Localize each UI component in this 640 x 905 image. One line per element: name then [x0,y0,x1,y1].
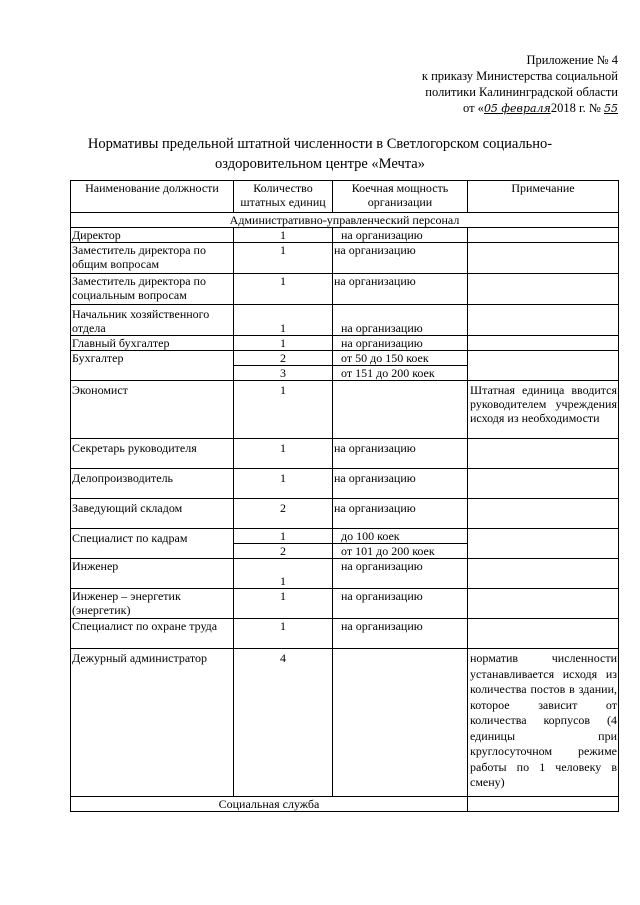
section-row [71,213,619,228]
row-count: 1 [234,305,333,336]
appendix-line-1: Приложение № 4 [526,53,618,67]
handwritten-date: 05 февраля [483,102,551,115]
table-row [71,351,619,366]
row-note [468,589,619,619]
row-count: 1 [234,381,333,439]
row-note [468,559,619,589]
row-count: 1 [234,439,333,469]
row-name: Делопроизводитель [71,469,234,499]
row-count: 1 [234,469,333,499]
row-capacity [333,381,468,439]
row-name: Секретарь руководителя [71,439,234,469]
row-name: Инженер – энергетик (энергетик) [71,589,234,619]
row-count: 1 [234,228,333,243]
row-capacity: до 100 коек [333,529,468,544]
row-note [468,305,619,336]
row-capacity: от 50 до 150 коек [333,351,468,366]
header-capacity: Коечная мощность организации [333,181,468,213]
row-count: 2 [234,499,333,529]
row-capacity: на организацию [333,228,468,243]
row-count: 4 [234,649,333,797]
appendix-date-line [318,100,618,117]
appendix-line-3: политики Калининградской области [425,85,618,99]
row-capacity: на организацию [333,305,468,336]
section-row [71,797,619,812]
row-name: Бухгалтер [71,351,234,381]
row-count: 1 [234,274,333,305]
row-note [468,499,619,529]
row-note [468,619,619,649]
row-note [468,336,619,351]
row-count: 1 [234,559,333,589]
row-capacity [333,649,468,797]
table-row [71,243,619,274]
row-capacity: на организацию [333,619,468,649]
table-row [71,499,619,529]
row-note: Штатная единица вводится руководителем учреждения исходя из необходимости [468,381,619,439]
table-header-row [71,181,619,213]
date-prefix: от « [463,101,484,115]
row-capacity: на организацию [333,469,468,499]
row-name: Экономист [71,381,234,439]
row-name: Специалист по кадрам [71,529,234,559]
row-capacity: на организацию [333,336,468,351]
header-note: Примечание [468,181,619,213]
row-name: Дежурный администратор [71,649,234,797]
row-capacity: на организацию [333,243,468,274]
appendix-line-2: к приказу Министерства социальной [421,69,618,83]
row-note [468,228,619,243]
row-note [468,351,619,381]
table-row [71,619,619,649]
row-note [468,274,619,305]
row-capacity-2: от 101 до 200 коек [333,544,468,559]
row-note [468,469,619,499]
header-position: Наименование должности [71,181,234,213]
row-count: 1 [234,589,333,619]
row-name: Специалист по охране труда [71,619,234,649]
table-row [71,274,619,305]
section-social-note [468,797,619,812]
table-row [71,649,619,797]
row-capacity: на организацию [333,559,468,589]
row-count: 1 [234,529,333,544]
row-name: Директор [71,228,234,243]
table-row [71,559,619,589]
table-row [71,336,619,351]
row-note: норматив численности устанавливается исходя из количества постов в здании, которое зависит от количества корпусов (4 единицы при круглосуточном режиме работы по 1 человеку в смену) [468,649,619,797]
row-count: 1 [234,336,333,351]
row-capacity-2: от 151 до 200 коек [333,366,468,381]
row-name: Заместитель директора по общим вопросам [71,243,234,274]
row-count: 1 [234,619,333,649]
row-note [468,243,619,274]
handwritten-number: 55 [604,102,618,115]
row-capacity: на организацию [333,499,468,529]
row-capacity: на организацию [333,589,468,619]
title-line-1: Нормативы предельной штатной численности в Светлогорском социально- [87,136,553,152]
section-social: Социальная служба [71,797,468,812]
row-count-2: 3 [234,366,333,381]
row-name: Заместитель директора по социальным вопросам [71,274,234,305]
row-name: Главный бухгалтер [71,336,234,351]
header-count: Количество штатных единиц [234,181,333,213]
table-row [71,228,619,243]
row-capacity: на организацию [333,274,468,305]
title-line-2: оздоровительном центре «Мечта» [215,156,425,172]
table-row [71,439,619,469]
row-count-2: 2 [234,544,333,559]
row-note [468,529,619,559]
table-row [71,305,619,336]
table-row [71,381,619,439]
table-row [71,589,619,619]
row-capacity: на организацию [333,439,468,469]
row-count: 2 [234,351,333,366]
row-name: Инженер [71,559,234,589]
staffing-norms-table [70,180,619,812]
document-title [0,134,640,174]
row-name: Заведующий складом [71,499,234,529]
section-admin: Административно-управленческий персонал [71,213,619,228]
appendix-header [318,52,618,117]
row-name: Начальник хозяйственного отдела [71,305,234,336]
table-row [71,529,619,544]
row-note [468,439,619,469]
date-mid: 2018 г. № [550,101,601,115]
row-count: 1 [234,243,333,274]
table-row [71,469,619,499]
